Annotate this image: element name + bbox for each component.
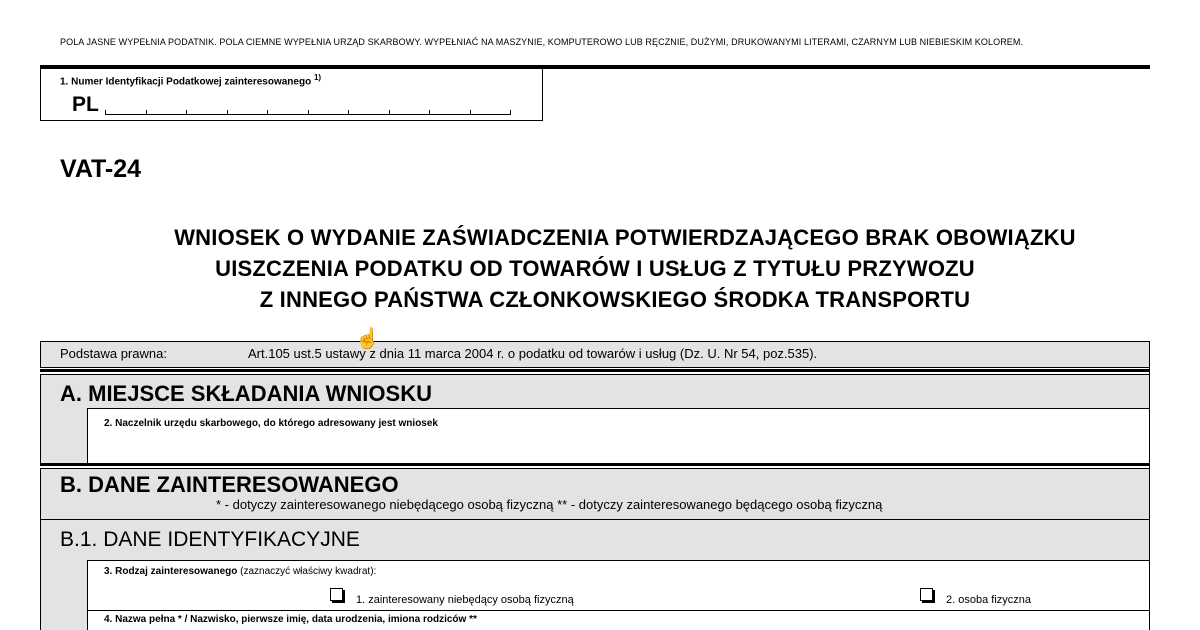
nip-country-prefix: PL (72, 93, 99, 116)
form-title-line-2: UISZCZENIA PODATKU OD TOWARÓW I USŁUG Z TYTUŁU PRZYWOZU (215, 256, 975, 281)
office-field-label: 2. Naczelnik urzędu skarbowego, do którego adresowany jest wniosek (104, 418, 438, 429)
option-non-natural-person-checkbox[interactable] (330, 588, 343, 601)
section-a-rule (40, 369, 1150, 372)
hand-cursor-icon: ☝ (355, 328, 380, 350)
section-b1-heading: B.1. DANE IDENTYFIKACYJNE (60, 528, 360, 551)
option-natural-person-label: 2. osoba fizyczna (946, 594, 1031, 606)
section-b-note: * - dotyczy zainteresowanego niebędącego osobą fizyczną ** - dotyczy zainteresowanego będącego osobą fizyczną (216, 497, 883, 512)
right-frame-line (1149, 341, 1150, 630)
form-title-line-1: WNIOSEK O WYDANIE ZAŚWIADCZENIA POTWIERDZAJĄCEGO BRAK OBOWIĄZKU (174, 225, 1076, 250)
applicant-type-label-text: 3. Rodzaj zainteresowanego (104, 566, 238, 577)
full-name-label: 4. Nazwa pełna * / Nazwisko, pierwsze imię, data urodzenia, imiona rodziców ** (104, 614, 477, 625)
nip-footnote: 1) (313, 73, 322, 82)
applicant-type-hint: (zaznaczyć właściwy kwadrat): (240, 566, 377, 577)
option-non-natural-person-label: 1. zainteresowany niebędący osobą fizyczną (356, 594, 574, 606)
legal-basis-label: Podstawa prawna: (60, 346, 167, 361)
nip-input[interactable] (105, 103, 511, 115)
section-b-rule (40, 463, 1150, 466)
section-a-margin (40, 408, 87, 463)
section-a-heading: A. MIEJSCE SKŁADANIA WNIOSKU (60, 381, 432, 406)
office-field[interactable] (87, 408, 1150, 463)
option-natural-person-checkbox[interactable] (920, 588, 933, 601)
applicant-type-label (104, 566, 376, 577)
form-instructions: POLA JASNE WYPEŁNIA PODATNIK. POLA CIEMNE WYPEŁNIA URZĄD SKARBOWY. WYPEŁNIAĆ NA MASZYNIE, KOMPUTEROWO LUB RĘCZNIE, DUŻYMI, DRUKOWANYMI LITERAMI, CZARNYM LUB NIEBIESKIM KOLOREM. (60, 37, 1024, 47)
form-title-line-3: Z INNEGO PAŃSTWA CZŁONKOWSKIEGO ŚRODKA TRANSPORTU (259, 287, 971, 312)
section-b1-margin (40, 560, 87, 630)
section-b-heading: B. DANE ZAINTERESOWANEGO (60, 472, 399, 497)
nip-label-text: 1. Numer Identyfikacji Podatkowej zainteresowanego (60, 76, 312, 88)
nip-label (60, 73, 321, 87)
legal-basis-text: Art.105 ust.5 ustawy z dnia 11 marca 2004 r. o podatku od towarów i usług (Dz. U. Nr 54, poz.535). (248, 346, 818, 361)
form-code: VAT-24 (60, 155, 142, 183)
